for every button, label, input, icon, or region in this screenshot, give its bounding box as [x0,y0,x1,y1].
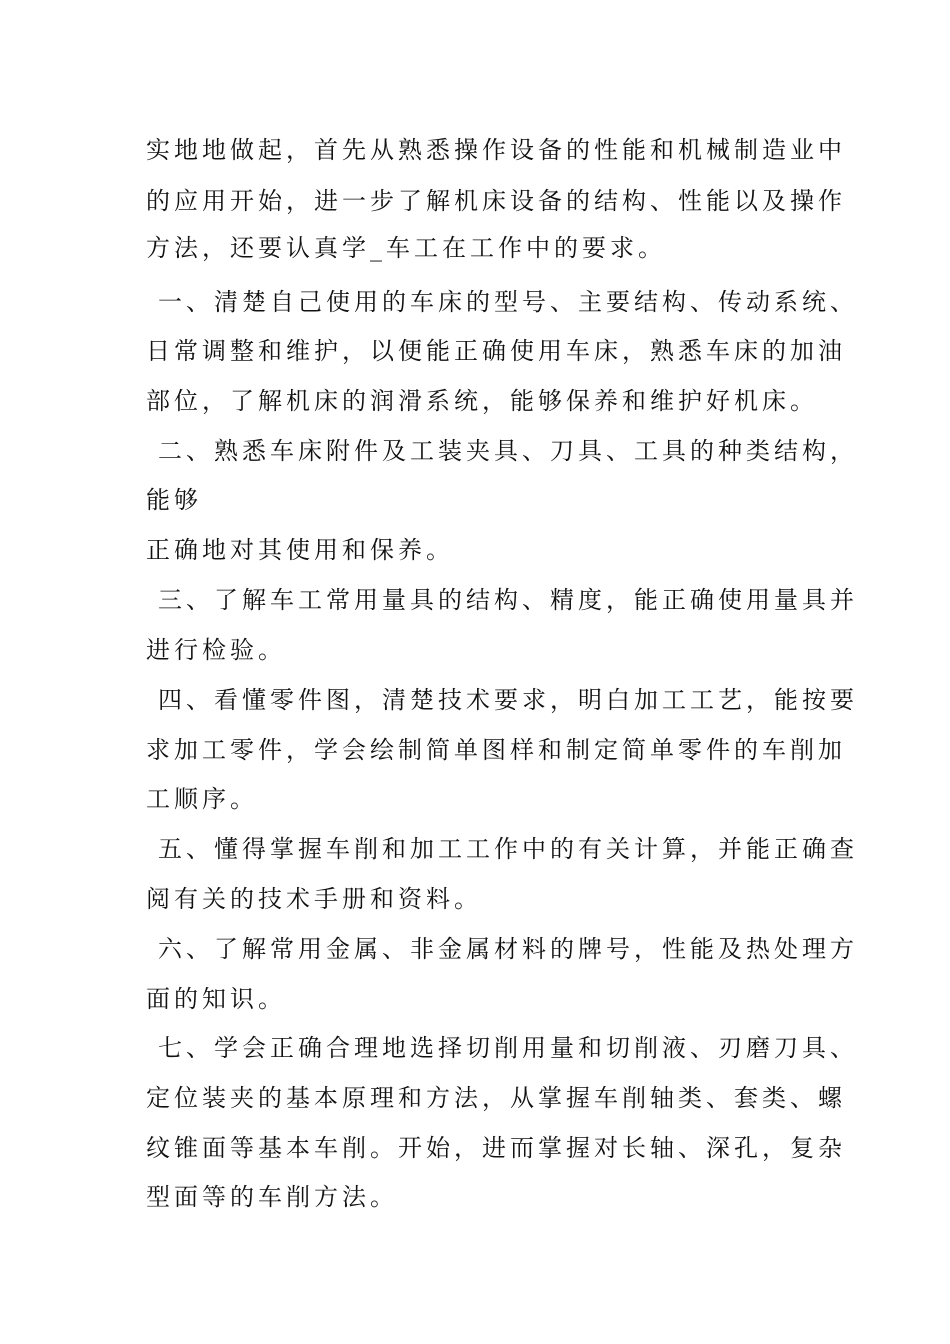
list-item-1-line: 一、清楚自己使用的车床的型号、主要结构、传动系统、 [158,288,858,316]
text-line: 部位，了解机床的润滑系统，能够保养和维护好机床。 [146,387,818,415]
text-line: 能够 [146,486,202,514]
text-line: 求加工零件，学会绘制简单图样和制定简单零件的车削加 [146,736,846,764]
text-line: 方法，还要认真学_车工在工作中的要求。 [146,234,666,262]
text-line: 型面等的车削方法。 [146,1183,398,1211]
list-item-3-line: 三、了解车工常用量具的结构、精度，能正确使用量具并 [158,586,858,614]
list-item-2-line: 二、熟悉车床附件及工装夹具、刀具、工具的种类结构， [158,437,858,465]
text-line: 面的知识。 [146,985,286,1013]
list-item-7-line: 七、学会正确合理地选择切削用量和切削液、刃磨刀具、 [158,1034,858,1062]
text-line: 阅有关的技术手册和资料。 [146,885,482,913]
text-line: 纹锥面等基本车削。开始，进而掌握对长轴、深孔，复杂 [146,1134,846,1162]
text-line: 正确地对其使用和保养。 [146,536,454,564]
text-line: 实地地做起，首先从熟悉操作设备的性能和机械制造业中 [146,136,846,164]
text-line: 工顺序。 [146,785,258,813]
list-item-4-line: 四、看懂零件图，清楚技术要求，明白加工工艺，能按要 [158,686,858,714]
list-item-5-line: 五、懂得掌握车削和加工工作中的有关计算，并能正确查 [158,835,858,863]
text-line: 进行检验。 [146,636,286,664]
text-line: 日常调整和维护，以便能正确使用车床，熟悉车床的加油 [146,337,846,365]
list-item-6-line: 六、了解常用金属、非金属材料的牌号，性能及热处理方 [158,935,858,963]
text-line: 定位装夹的基本原理和方法，从掌握车削轴类、套类、螺 [146,1084,846,1112]
text-line: 的应用开始，进一步了解机床设备的结构、性能以及操作 [146,187,846,215]
